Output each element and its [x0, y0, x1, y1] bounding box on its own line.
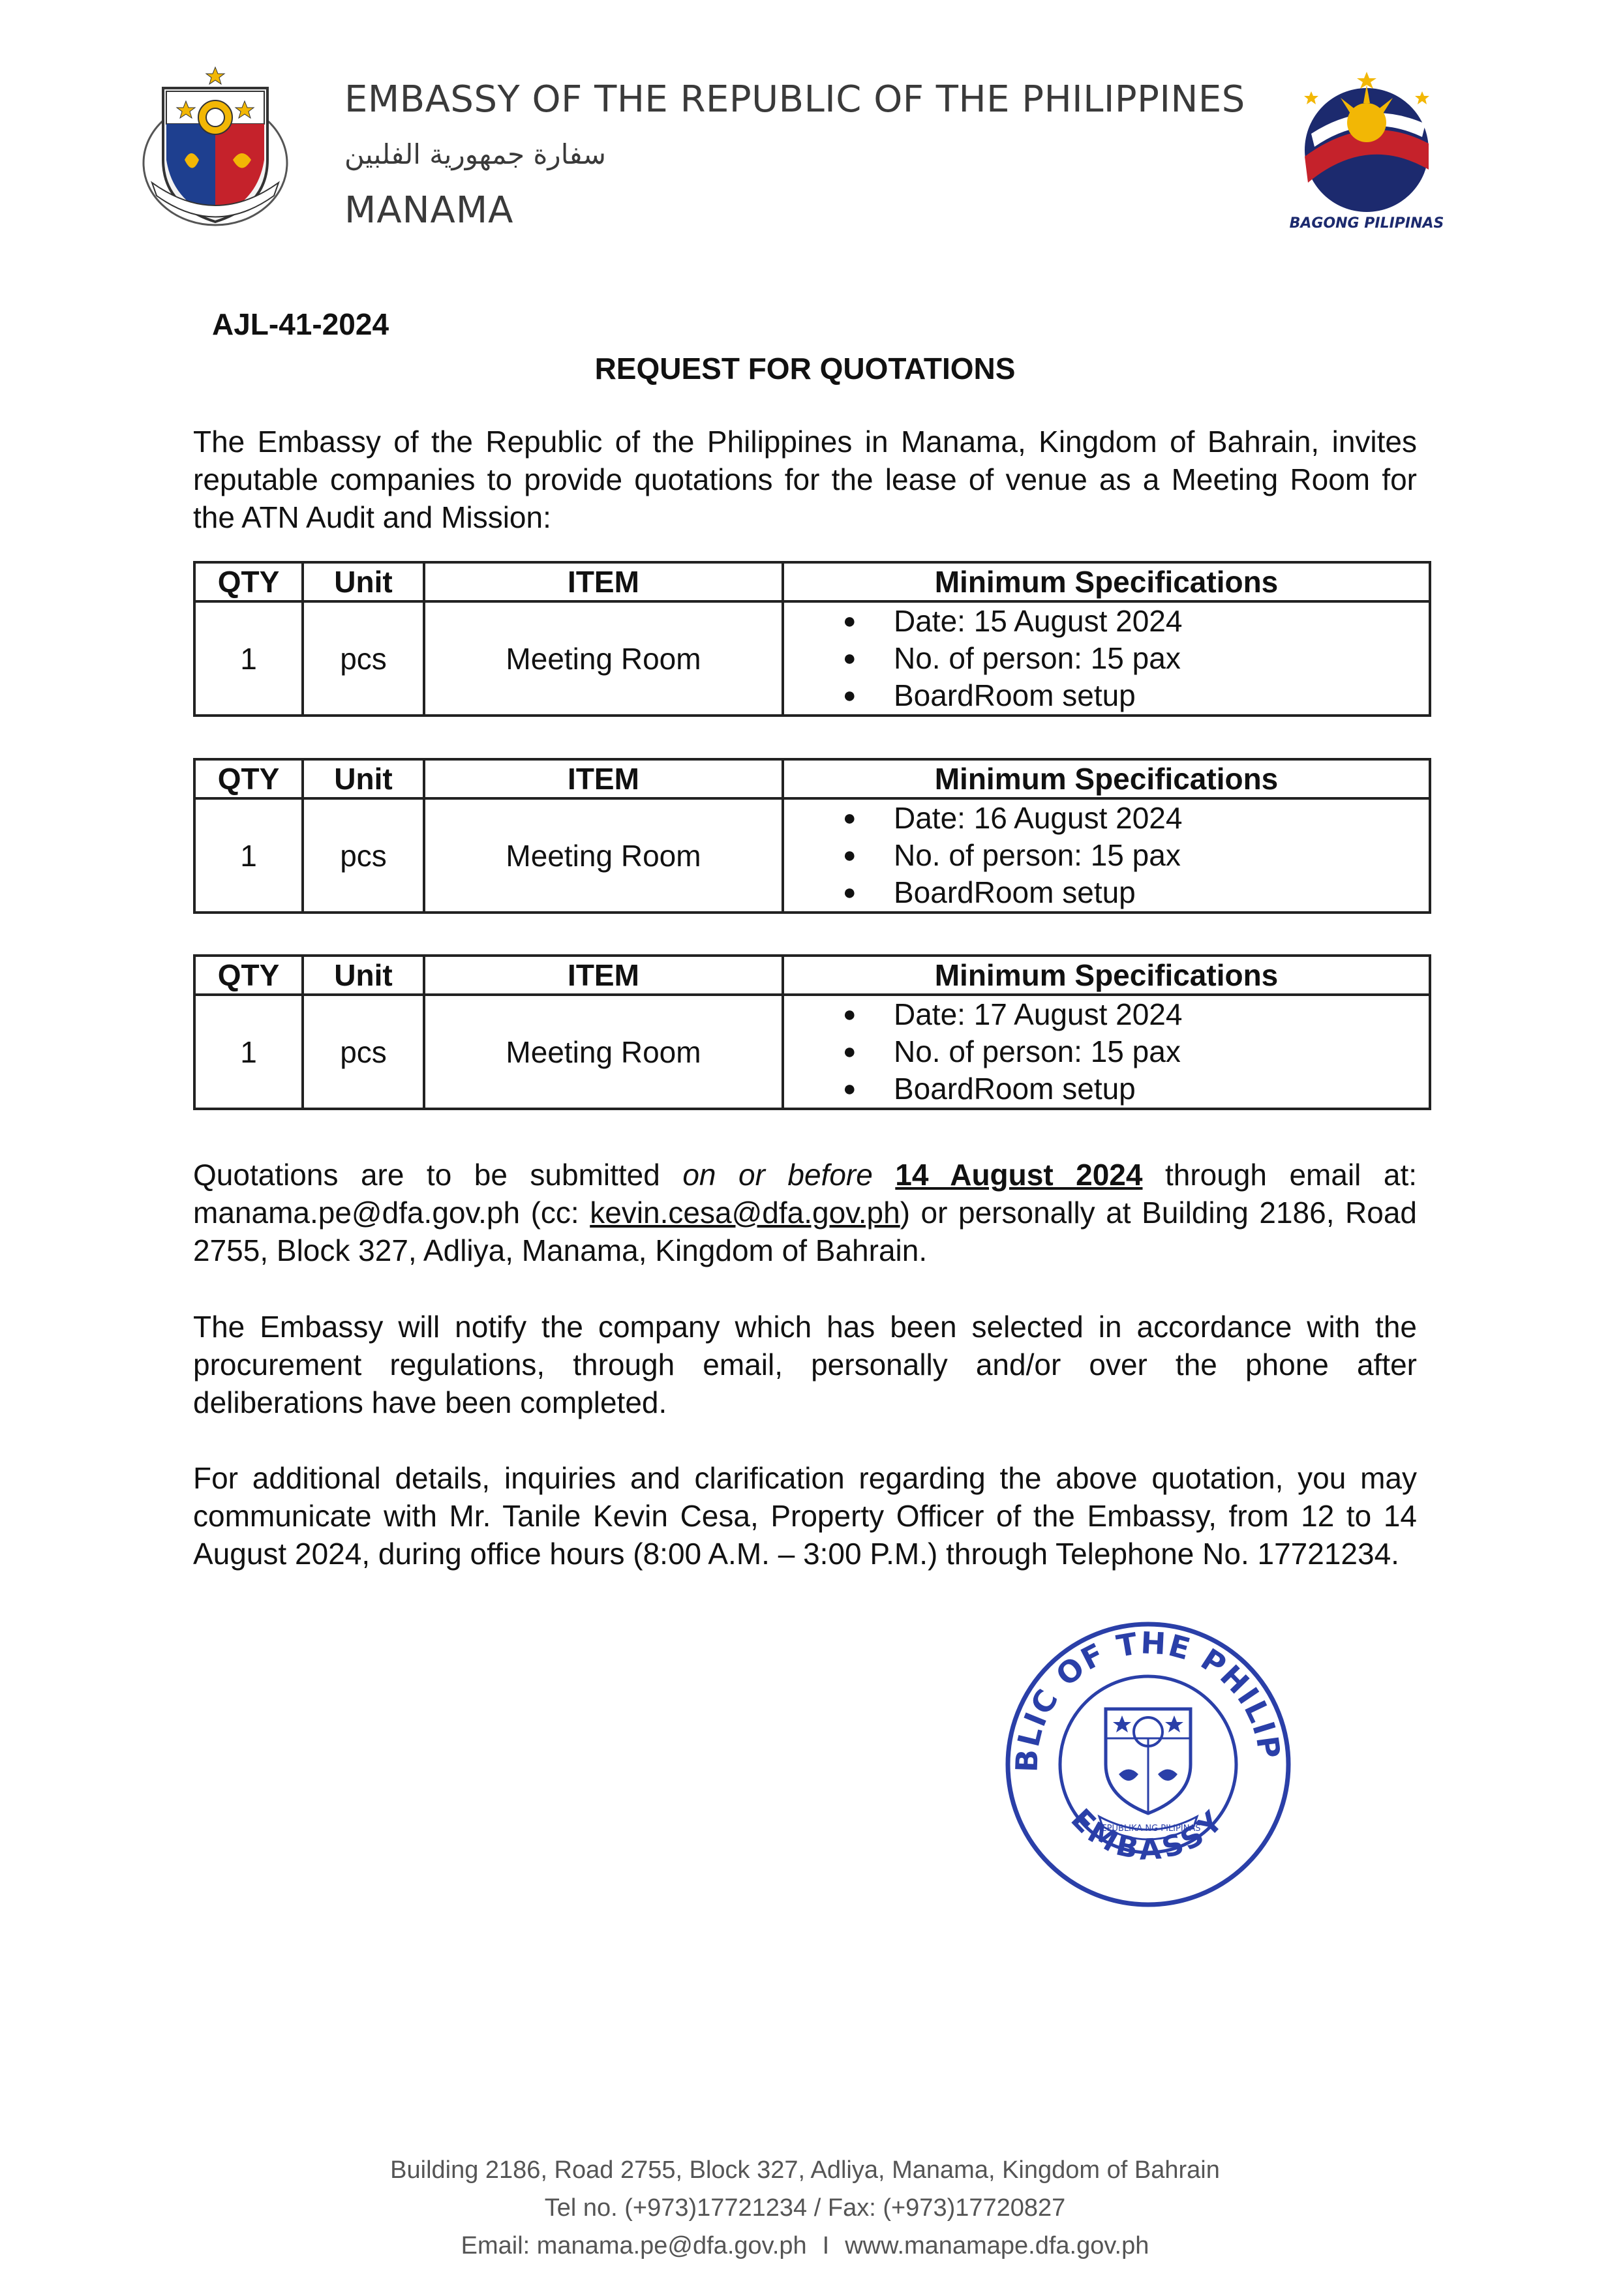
spec-date: ● Date: 17 August 2024 — [843, 996, 1429, 1033]
spec-setup: ● BoardRoom setup — [843, 1070, 1429, 1108]
contact-paragraph: For additional details, inquiries and clarification regarding the above quotation, you may communicate with Mr. Tanile Kevin Cesa, Property Officer of the Embassy, from 12 to 14 August 2024, during office hours (8:00 A.M. – 3:00 P.M.) through Telephone No. 17721234. — [193, 1461, 1417, 1571]
spec-list — [784, 800, 1429, 911]
spec-setup: ● BoardRoom setup — [843, 874, 1429, 911]
embassy-title-arabic: سفارة جمهورية الفلبين — [344, 138, 606, 170]
spec-header: Minimum Specifications — [783, 562, 1430, 601]
deadline-date: 14 August 2024 — [895, 1158, 1143, 1192]
submission-text-1: Quotations are to be submitted — [193, 1158, 683, 1192]
item-header: ITEM — [424, 759, 783, 798]
stamp-inner-text: REPUBLIKA NG PILIPINAS — [1095, 1824, 1201, 1834]
unit-header: Unit — [303, 956, 424, 995]
spec-list — [784, 996, 1429, 1108]
quotation-table-3 — [193, 954, 1431, 1110]
bagong-pilipinas-label: BAGONG PILIPINAS — [1289, 215, 1444, 232]
spec-cell — [783, 798, 1430, 913]
spec-date: ● Date: 16 August 2024 — [843, 800, 1429, 837]
item-cell: Meeting Room — [424, 601, 783, 716]
submission-space — [873, 1158, 895, 1192]
spec-cell — [783, 601, 1430, 716]
footer-email[interactable]: Email: manama.pe@dfa.gov.ph — [461, 2232, 807, 2259]
spec-persons: ● No. of person: 15 pax — [843, 640, 1429, 677]
qty-cell: 1 — [194, 995, 303, 1109]
qty-header: QTY — [194, 562, 303, 601]
qty-header: QTY — [194, 956, 303, 995]
footer-contact-line — [0, 2227, 1610, 2265]
item-header: ITEM — [424, 956, 783, 995]
document-title: REQUEST FOR QUOTATIONS — [594, 352, 1016, 385]
table-row — [194, 601, 1430, 716]
footer-address: Building 2186, Road 2755, Block 327, Adliya, Manama, Kingdom of Bahrain — [390, 2156, 1220, 2184]
item-header: ITEM — [424, 562, 783, 601]
spec-date: ● Date: 15 August 2024 — [843, 603, 1429, 640]
item-cell: Meeting Room — [424, 798, 783, 913]
footer-website[interactable]: www.manamape.dfa.gov.ph — [845, 2232, 1149, 2259]
submission-text-3: ) or personally at Building 2186, Road 2755, Block 327, Adliya, Manama, Kingdom of Bahrain. — [193, 1196, 1417, 1267]
svg-text:REPUBLIC OF THE PHILIPPINES — [992, 1601, 1287, 1773]
table-row — [194, 995, 1430, 1109]
submission-paragraph — [193, 1156, 1417, 1269]
qty-header: QTY — [194, 759, 303, 798]
stamp-ring-text: BLIC OF THE PHILIP — [1009, 1625, 1288, 1773]
unit-header: Unit — [303, 562, 424, 601]
unit-cell: pcs — [303, 995, 424, 1109]
footer-phone: Tel no. (+973)17721234 / Fax: (+973)17720827 — [544, 2194, 1066, 2222]
spec-list — [784, 603, 1429, 714]
qty-cell: 1 — [194, 798, 303, 913]
unit-cell: pcs — [303, 798, 424, 913]
item-cell: Meeting Room — [424, 995, 783, 1109]
footer-separator: I — [822, 2232, 830, 2259]
embassy-stamp — [992, 1601, 1305, 1914]
spec-persons: ● No. of person: 15 pax — [843, 837, 1429, 874]
quotation-table-1 — [193, 561, 1431, 717]
spec-header: Minimum Specifications — [783, 956, 1430, 995]
spec-setup: ● BoardRoom setup — [843, 677, 1429, 714]
table-header-row — [194, 759, 1430, 798]
embassy-city: MANAMA — [344, 189, 514, 232]
quotation-table-2 — [193, 758, 1431, 914]
table-header-row — [194, 956, 1430, 995]
intro-paragraph: The Embassy of the Republic of the Philippines in Manama, Kingdom of Bahrain, invites reputable companies to provide quotations for the lease of venue as a Meeting Room for the ATN Audit and Mission: — [193, 425, 1417, 534]
table-header-row — [194, 562, 1430, 601]
stamp-bottom-text: EMBASSY — [1064, 1802, 1232, 1867]
on-or-before-text: on or before — [682, 1158, 873, 1192]
spec-header: Minimum Specifications — [783, 759, 1430, 798]
qty-cell: 1 — [194, 601, 303, 716]
table-row — [194, 798, 1430, 913]
submission-text-2: through email at: manama.pe@dfa.gov.ph (cc: — [193, 1158, 1418, 1230]
unit-header: Unit — [303, 759, 424, 798]
unit-cell: pcs — [303, 601, 424, 716]
embassy-title: EMBASSY OF THE REPUBLIC OF THE PHILIPPINES — [344, 78, 1245, 121]
cc-email-link[interactable]: kevin.cesa@dfa.gov.ph — [590, 1196, 900, 1230]
notify-paragraph: The Embassy will notify the company which has been selected in accordance with the procurement regulations, through email, personally and/or over the phone after deliberations have been completed. — [193, 1310, 1417, 1419]
reference-number: AJL-41-2024 — [212, 307, 389, 341]
spec-cell — [783, 995, 1430, 1109]
spec-persons: ● No. of person: 15 pax — [843, 1033, 1429, 1070]
coat-of-arms-seal — [140, 62, 290, 232]
